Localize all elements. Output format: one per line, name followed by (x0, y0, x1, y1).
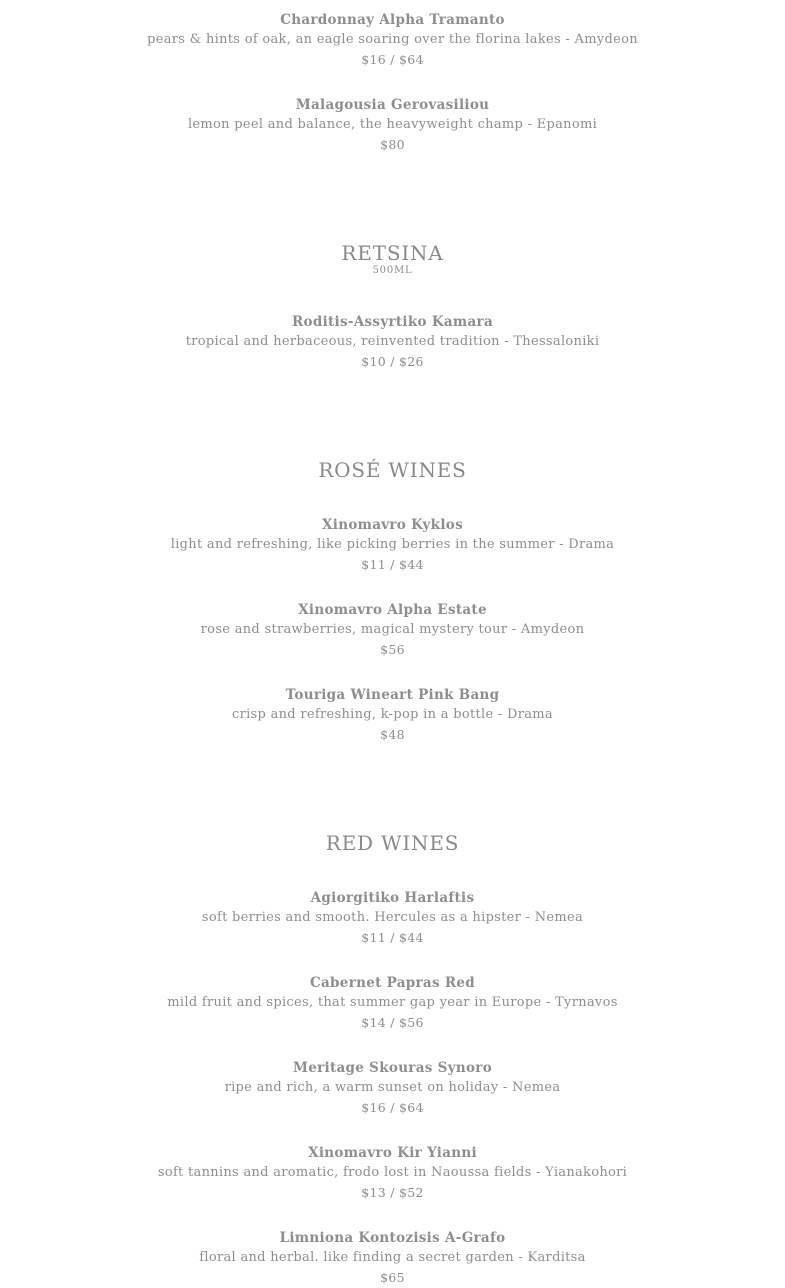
wine-name: Xinomavro Kyklos (322, 517, 463, 533)
wine-price: $13 / $52 (361, 1185, 424, 1200)
wine-name: Agiorgitiko Harlaftis (310, 890, 475, 906)
wine-item (0, 1228, 785, 1288)
wine-price: $65 (380, 1270, 405, 1285)
wine-item (0, 888, 785, 948)
section-title-retsina: RETSINA (341, 241, 444, 265)
section-title-red-wines: RED WINES (325, 831, 460, 855)
wine-description: lemon peel and balance, the heavyweight champ - Epanomi (187, 117, 598, 132)
wine-description: soft berries and smooth. Hercules as a hipster - Nemea (201, 910, 584, 925)
wine-item (0, 685, 785, 745)
wine-description: mild fruit and spices, that summer gap year in Europe - Tyrnavos (167, 995, 618, 1010)
wine-item (0, 1058, 785, 1118)
wine-name: Meritage Skouras Synoro (293, 1060, 492, 1076)
wine-item (0, 95, 785, 155)
wine-item (0, 973, 785, 1033)
wine-description: tropical and herbaceous, reinvented tradition - Thessaloniki (185, 334, 600, 349)
wine-price: $48 (380, 727, 405, 742)
wine-name: Limniona Kontozisis A-Grafo (279, 1230, 506, 1246)
wine-name: Cabernet Papras Red (309, 975, 476, 991)
wine-price: $16 / $64 (361, 1100, 424, 1115)
wine-name: Xinomavro Alpha Estate (298, 602, 487, 618)
wine-price: $11 / $44 (361, 930, 424, 945)
wine-description: rose and strawberries, magical mystery tour - Amydeon (200, 622, 585, 637)
wine-description: pears & hints of oak, an eagle soaring over the florina lakes - Amydeon (147, 32, 638, 47)
wine-item (0, 10, 785, 70)
wine-item (0, 312, 785, 372)
wine-item (0, 600, 785, 660)
wine-description: soft tannins and aromatic, frodo lost in Naoussa fields - Yianakohori (157, 1165, 628, 1180)
wine-name: Xinomavro Kir Yianni (308, 1145, 477, 1161)
wine-price: $80 (380, 137, 405, 152)
wine-price: $16 / $64 (361, 52, 424, 67)
wine-item (0, 1143, 785, 1203)
wine-description: floral and herbal. like finding a secret garden - Karditsa (199, 1250, 586, 1265)
wine-name: Malagousia Gerovasiliou (295, 97, 490, 113)
wine-name: Touriga Wineart Pink Bang (285, 687, 500, 703)
section-title-rose-wines: ROSÉ WINES (318, 458, 467, 482)
wine-price: $10 / $26 (361, 354, 424, 369)
wine-price: $56 (380, 642, 405, 657)
wine-price: $14 / $56 (361, 1015, 424, 1030)
wine-name: Roditis-Assyrtiko Kamara (292, 314, 493, 330)
wine-item (0, 515, 785, 575)
section-subtitle: 500ML (372, 265, 413, 276)
wine-price: $11 / $44 (361, 557, 424, 572)
wine-description: crisp and refreshing, k-pop in a bottle - Drama (231, 707, 553, 722)
wine-name: Chardonnay Alpha Tramanto (280, 12, 505, 28)
wine-description: ripe and rich, a warm sunset on holiday - Nemea (224, 1080, 561, 1095)
wine-description: light and refreshing, like picking berries in the summer - Drama (170, 537, 615, 552)
